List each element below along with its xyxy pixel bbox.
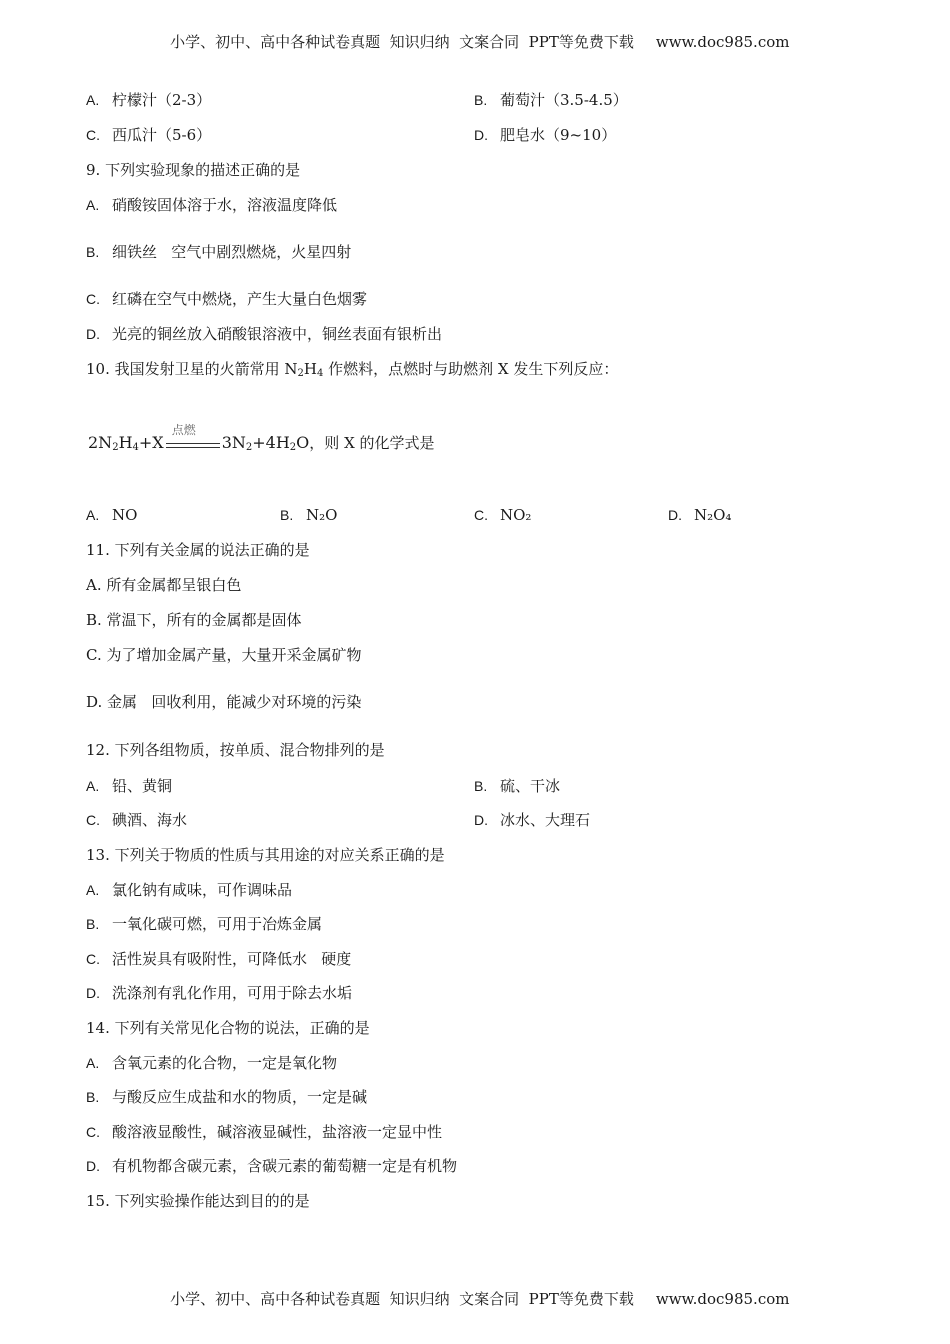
- page-header: [0, 13, 950, 52]
- q13-option-c: C. 活性炭具有吸附性，可降低水 硬度: [86, 950, 352, 968]
- q10-option-a: A. NO: [86, 506, 138, 524]
- q9-option-a: A. 硝酸铵固体溶于水，溶液温度降低: [86, 196, 338, 214]
- q14-option-d: D. 有机物都含碳元素，含碳元素的葡萄糖一定是有机物: [86, 1157, 458, 1175]
- q12-option-d: D. 冰水、大理石: [474, 811, 591, 829]
- q9-stem: 9. 下列实验现象的描述正确的是: [86, 161, 301, 179]
- q14-option-a: A. 含氧元素的化合物，一定是氧化物: [86, 1054, 338, 1072]
- q12-option-c: C. 碘酒、海水: [86, 811, 188, 829]
- arrow-line-top: [166, 443, 220, 444]
- footer-site-link[interactable]: www.doc985.com: [655, 1290, 790, 1308]
- arrow-line-bottom: [166, 447, 220, 448]
- q8-option-b: B. 葡萄汁（3.5-4.5）: [474, 91, 628, 109]
- q11-option-c: C. 为了增加金属产量，大量开采金属矿物: [86, 646, 362, 664]
- q10-equation: $2N_2H_4+X$ 点燃 $3N_2+4H_2O$，则 X 的化学式是: [88, 422, 435, 453]
- header-site-link[interactable]: www.doc985.com: [655, 33, 790, 51]
- q9-option-d: D. 光亮的铜丝放入硝酸银溶液中，铜丝表面有银析出: [86, 325, 443, 343]
- q10-option-b: B. N₂O: [280, 506, 338, 524]
- page-footer: [0, 1270, 950, 1309]
- q15-stem: 15. 下列实验操作能达到目的的是: [86, 1192, 310, 1210]
- q13-option-d: D. 洗涤剂有乳化作用，可用于除去水垢: [86, 984, 353, 1002]
- q11-option-b: B. 常温下，所有的金属都是固体: [86, 611, 302, 629]
- q13-stem: 13. 下列关于物质的性质与其用途的对应关系正确的是: [86, 846, 445, 864]
- header-text: 小学、初中、高中各种试卷真题 知识归纳 文案合同 PPT等免费下载: [170, 33, 634, 51]
- reaction-condition: 点燃: [171, 422, 196, 437]
- q8-option-d: D. 肥皂水（9~10）: [474, 126, 617, 144]
- q9-option-c: C. 红磷在空气中燃烧，产生大量白色烟雾: [86, 290, 368, 308]
- q10-option-c: C. NO₂: [474, 506, 532, 524]
- footer-text: 小学、初中、高中各种试卷真题 知识归纳 文案合同 PPT等免费下载: [170, 1290, 634, 1308]
- q11-option-d: D. 金属 回收利用，能减少对环境的污染: [86, 693, 362, 711]
- reaction-arrow: [166, 422, 220, 453]
- q12-option-b: B. 硫、干冰: [474, 777, 561, 795]
- q14-stem: 14. 下列有关常见化合物的说法，正确的是: [86, 1019, 370, 1037]
- q12-stem: 12. 下列各组物质，按单质、混合物排列的是: [86, 741, 385, 759]
- q9-option-b: B. 细铁丝 空气中剧烈燃烧，火星四射: [86, 243, 352, 261]
- q8-option-c: C. 西瓜汁（5-6）: [86, 126, 212, 144]
- q13-option-b: B. 一氧化碳可燃，可用于冶炼金属: [86, 915, 323, 933]
- q13-option-a: A. 氯化钠有咸味，可作调味品: [86, 881, 293, 899]
- q12-option-a: A. 铅、黄铜: [86, 777, 173, 795]
- q8-option-a: A. 柠檬汁（2-3）: [86, 91, 212, 109]
- q11-option-a: A. 所有金属都呈银白色: [86, 576, 242, 594]
- q14-option-b: B. 与酸反应生成盐和水的物质，一定是碱: [86, 1088, 368, 1106]
- q10-option-d: D. N₂O₄: [668, 506, 732, 524]
- q14-option-c: C. 酸溶液显酸性，碱溶液显碱性，盐溶液一定显中性: [86, 1123, 443, 1141]
- q11-stem: 11. 下列有关金属的说法正确的是: [86, 541, 310, 559]
- q10-stem: 10. 我国发射卫星的火箭常用 $N_2H_4$ 作燃料，点燃时与助燃剂 X 发生下列反应：: [86, 360, 619, 379]
